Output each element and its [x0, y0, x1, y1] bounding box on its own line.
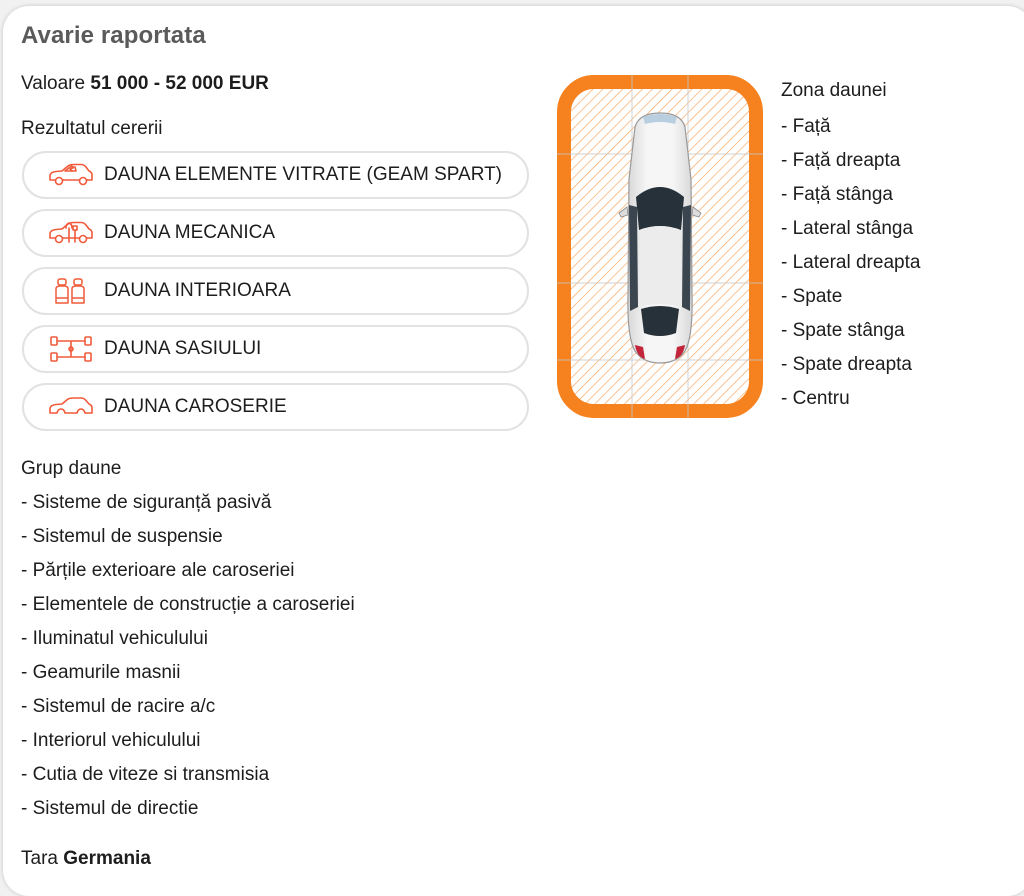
result-label-glass: DAUNA ELEMENTE VITRATE (GEAM SPART) [104, 164, 503, 185]
value-row [21, 73, 269, 95]
card-title: Avarie raportata [21, 22, 206, 49]
result-item-body[interactable] [22, 383, 529, 431]
damage-zone-label: Zona daunei [781, 80, 887, 101]
list-item: - Sistemul de directie [21, 798, 199, 819]
list-item: - Interiorul vehiculului [21, 730, 201, 751]
car-body-icon [46, 393, 96, 421]
result-item-mechanical[interactable] [22, 209, 529, 257]
list-item: - Centru [781, 388, 850, 409]
list-item: - Față dreapta [781, 150, 901, 171]
list-item: - Față [781, 116, 831, 137]
list-item: - Elementele de construcție a caroseriei [21, 594, 355, 615]
result-label: Rezultatul cererii [21, 118, 163, 139]
list-item: - Sistemul de suspensie [21, 526, 223, 547]
list-item: - Lateral dreapta [781, 252, 921, 273]
result-label-chassis: DAUNA SASIULUI [104, 338, 262, 359]
value-label: Valoare [21, 73, 86, 94]
result-item-interior[interactable] [22, 267, 529, 315]
list-item: - Spate dreapta [781, 354, 912, 375]
damage-group-list [21, 490, 355, 830]
result-label-interior: DAUNA INTERIOARA [104, 280, 291, 301]
list-item: - Spate stânga [781, 320, 905, 341]
list-item: - Față stânga [781, 184, 893, 205]
damage-zone-diagram [557, 75, 763, 418]
list-item: - Spate [781, 286, 843, 307]
list-item: - Sisteme de siguranță pasivă [21, 492, 272, 513]
car-seats-icon [46, 277, 96, 305]
list-item: - Iluminatul vehiculului [21, 628, 208, 649]
result-item-chassis[interactable] [22, 325, 529, 373]
damage-zone-list [781, 114, 920, 420]
value-amount: 51 000 - 52 000 EUR [90, 73, 269, 94]
car-glass-icon [46, 161, 96, 189]
chassis-icon [46, 335, 96, 363]
list-item: - Geamurile masnii [21, 662, 181, 683]
list-item: - Lateral stânga [781, 218, 914, 239]
damage-group-label: Grup daune [21, 458, 122, 479]
list-item: - Sistemul de racire a/c [21, 696, 216, 717]
list-item: - Părțile exterioare ale caroseriei [21, 560, 295, 581]
result-label-body: DAUNA CAROSERIE [104, 396, 287, 417]
country-label: Tara [21, 848, 58, 869]
country-value: Germania [63, 848, 151, 869]
result-list [22, 151, 529, 441]
result-label-mechanical: DAUNA MECANICA [104, 222, 276, 243]
car-wrench-icon [46, 219, 96, 247]
list-item: - Cutia de viteze si transmisia [21, 764, 270, 785]
country-row [21, 848, 151, 870]
result-item-glass[interactable] [22, 151, 529, 199]
